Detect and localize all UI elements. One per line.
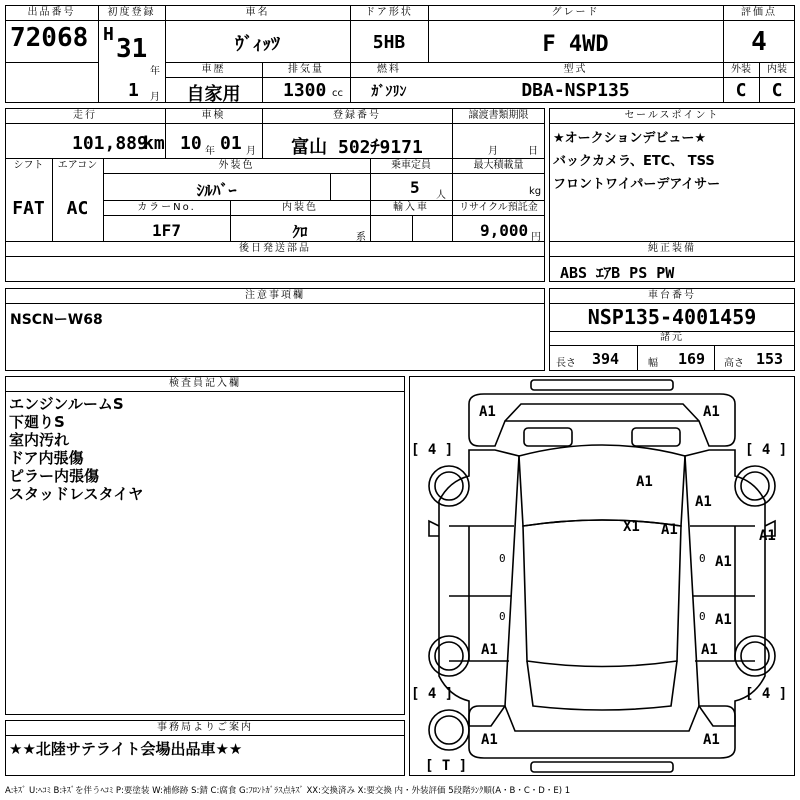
- tire-front-left: [ 4 ]: [411, 442, 454, 458]
- later-parts-label: 後日発送部品: [239, 243, 311, 254]
- fuel: ｶﾞｿﾘﾝ: [371, 84, 407, 100]
- diagram-mark-right-pillar: A1: [661, 522, 678, 538]
- displacement-label: 排気量: [288, 64, 324, 75]
- chassis-no: NSP135-4001459: [587, 305, 757, 329]
- diagram-mark-right-door-front: A1: [715, 554, 732, 570]
- displacement: 1300: [283, 80, 327, 101]
- insp-month: 01: [220, 133, 242, 154]
- inspector-line-1: エンジンルームS: [9, 395, 124, 413]
- first-reg-label: 初度登録: [107, 7, 156, 18]
- length-label: 長さ: [556, 358, 576, 369]
- ext-grade-label: 外装: [731, 64, 751, 75]
- displacement-unit: cc: [332, 88, 343, 99]
- transfer-day-unit: 日: [528, 146, 538, 157]
- diagram-mark-front-left: A1: [479, 404, 496, 420]
- color-no-label: カラーNo.: [137, 202, 196, 213]
- inspector-line-5: ピラー内張傷: [9, 467, 100, 485]
- shift-label: シフト: [13, 160, 44, 171]
- ac-label: エアコン: [57, 160, 98, 171]
- door-label: ドア形状: [365, 7, 413, 18]
- tire-spare: [ T ]: [425, 758, 468, 774]
- color-no: 1F7: [152, 221, 181, 240]
- grade: F 4WD: [542, 32, 609, 57]
- reg-no: 富山 502ﾁ9171: [291, 137, 423, 158]
- inspection-label: 車検: [201, 110, 226, 121]
- legend-footer: A:ｷｽﾞ U:ﾍｺﾐ B:ｷｽﾞを伴うﾍｺﾐ P:要塗装 W:補修跡 S:錆 C:腐食 G:ﾌﾛﾝﾄｶﾞﾗｽ点ｷｽﾞ XX:交換済み X:要交換 内・外装評価 5段階ﾗﾝｸ順(A・B・C・D・E) 1: [5, 786, 571, 796]
- equipment: ABS ｴｱB PS PW: [560, 264, 675, 282]
- diagram-mark-right-door-rear: A1: [715, 612, 732, 628]
- history-label: 車歴: [201, 64, 226, 75]
- reg-month-unit: 月: [150, 92, 160, 103]
- inspector-box: [5, 376, 405, 715]
- diagram-mark-front-right: A1: [703, 404, 720, 420]
- width: 169: [678, 350, 706, 368]
- diagram-mark-rear-right: A1: [703, 732, 720, 748]
- lot-no-label: 出品番号: [27, 7, 76, 18]
- spec-label: 諸元: [660, 332, 684, 343]
- door-zero-left-front: 0: [499, 552, 506, 565]
- diagram-mark-right-mirror: A1: [759, 528, 776, 544]
- diagram-mark-left-rear: A1: [481, 642, 498, 658]
- transfer-label: 譲渡書類期限: [468, 110, 529, 121]
- office-label: 事務局よりご案内: [157, 722, 253, 733]
- width-label: 幅: [648, 358, 658, 369]
- era: H: [103, 24, 114, 45]
- insp-month-unit: 月: [246, 146, 256, 157]
- capacity: 5: [410, 178, 420, 197]
- max-load-unit: kg: [529, 186, 542, 197]
- chassis-label: 車台番号: [648, 290, 696, 301]
- int-grade: C: [771, 80, 783, 101]
- car-name: ｳﾞｨｯﾂ: [235, 34, 280, 55]
- car-name-label: 車名: [245, 7, 270, 18]
- int-color-unit: 系: [356, 232, 366, 243]
- mileage: 101,889: [72, 133, 148, 154]
- length: 394: [592, 350, 620, 368]
- inspector-line-6: スタッドレスタイヤ: [9, 485, 144, 503]
- capacity-unit: 人: [436, 190, 446, 201]
- tire-front-right: [ 4 ]: [745, 442, 788, 458]
- int-color: ｸﾛ: [292, 223, 308, 241]
- notes-value: NSCNーW68: [10, 312, 103, 328]
- insp-year-unit: 年: [205, 146, 215, 157]
- lot-no: 72068: [10, 23, 89, 53]
- diagram-mark-windshield: X1: [623, 519, 640, 535]
- score-label: 評価点: [741, 7, 777, 18]
- equipment-label: 純正装備: [648, 243, 696, 254]
- shift: FAT: [12, 198, 45, 219]
- inspector-line-3: 室内汚れ: [9, 431, 70, 449]
- tire-rear-left: [ 4 ]: [411, 686, 454, 702]
- reg-no-label: 登録番号: [333, 110, 381, 121]
- sales-point-line-3: フロントワイパーデアイサー: [553, 177, 721, 192]
- car-diagram: [409, 376, 795, 776]
- diagram-mark-right-fender: A1: [695, 494, 712, 510]
- insp-year: 10: [180, 133, 202, 154]
- inspector-line-2: 下廻りS: [9, 413, 65, 431]
- capacity-label: 乗車定員: [391, 160, 431, 171]
- grade-label: グレード: [551, 7, 600, 18]
- tire-rear-right: [ 4 ]: [745, 686, 788, 702]
- diagram-mark-rear-left: A1: [481, 732, 498, 748]
- import-label: 輸入車: [393, 202, 429, 213]
- door-zero-right-front: 0: [699, 552, 706, 565]
- max-load-label: 最大積載量: [473, 160, 524, 171]
- int-grade-label: 内装: [767, 64, 787, 75]
- recycle-label: リサイクル預託金: [459, 202, 538, 213]
- model-label: 型式: [563, 64, 588, 75]
- sales-point-label: セールスポイント: [624, 110, 720, 121]
- diagram-mark-hood: A1: [636, 474, 653, 490]
- transfer-month-unit: 月: [488, 146, 498, 157]
- recycle: 9,000: [480, 221, 529, 240]
- height: 153: [756, 350, 784, 368]
- recycle-unit: 円: [531, 232, 541, 243]
- reg-year: 31: [116, 34, 148, 64]
- reg-month: 1: [128, 80, 139, 101]
- history: 自家用: [186, 84, 241, 105]
- door-type: 5HB: [372, 32, 406, 53]
- ext-color-label: 外装色: [218, 160, 255, 171]
- ext-color: ｼﾙﾊﾞｰ: [196, 181, 237, 200]
- mileage-label: 走行: [73, 110, 97, 121]
- door-zero-left-rear: 0: [499, 610, 506, 623]
- sales-point-line-1: ★オークションデビュー★: [553, 131, 707, 146]
- model: DBA-NSP135: [521, 80, 630, 101]
- fuel-label: 燃料: [377, 64, 401, 75]
- reg-year-unit: 年: [150, 66, 160, 77]
- door-zero-right-rear: 0: [699, 610, 706, 623]
- int-color-label: 内装色: [282, 202, 318, 213]
- office-message: ★★北陸サテライト会場出品車★★: [9, 740, 243, 758]
- ext-grade: C: [735, 80, 747, 101]
- height-label: 高さ: [724, 358, 744, 369]
- sales-point-line-2: バックカメラ、ETC、 TSS: [553, 154, 715, 169]
- score: 4: [751, 27, 767, 57]
- inspector-line-4: ドア内張傷: [9, 449, 84, 467]
- diagram-mark-right-rear: A1: [701, 642, 718, 658]
- ac: AC: [66, 198, 89, 219]
- notes-label: 注意事項欄: [245, 290, 305, 301]
- inspector-label: 検査員記入欄: [169, 378, 241, 389]
- mileage-unit: km: [143, 133, 165, 154]
